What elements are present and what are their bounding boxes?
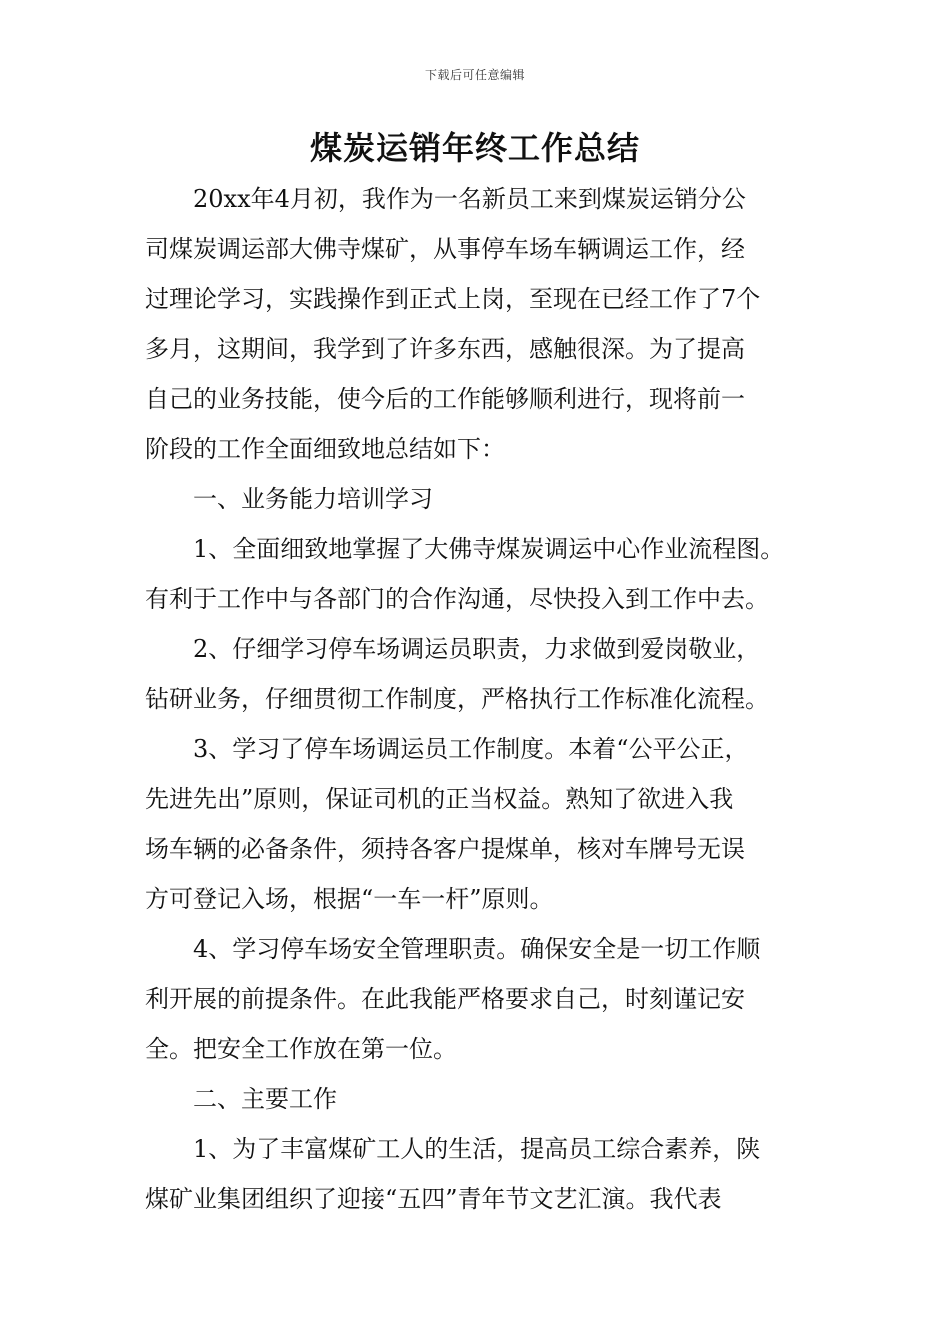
body-line: 先进先出”原则，保证司机的正当权益。熟知了欲进入我	[145, 785, 734, 813]
body-line: 司煤炭调运部大佛寺煤矿，从事停车场车辆调运工作，经	[145, 235, 745, 263]
body-line: 2、仔细学习停车场调运员职责，力求做到爱岗敬业，	[193, 635, 761, 663]
document-body	[145, 174, 813, 1224]
body-line: 4、学习停车场安全管理职责。确保安全是一切工作顺	[193, 935, 761, 963]
body-line: 阶段的工作全面细致地总结如下：	[145, 435, 505, 463]
body-line: 方可登记入场，根据“一车一杆”原则。	[145, 885, 554, 913]
body-line: 有利于工作中与各部门的合作沟通，尽快投入到工作中去。	[145, 585, 769, 613]
body-line: 1、全面细致地掌握了大佛寺煤炭调运中心作业流程图。	[193, 535, 785, 563]
body-line: 3、学习了停车场调运员工作制度。本着“公平公正，	[193, 735, 749, 763]
header-note: 下载后可任意编辑	[424, 68, 525, 82]
body-line: 自己的业务技能，使今后的工作能够顺利进行，现将前一	[145, 385, 745, 413]
body-line: 利开展的前提条件。在此我能严格要求自己，时刻谨记安	[145, 985, 745, 1013]
body-line: 1、为了丰富煤矿工人的生活，提高员工综合素养，陕	[193, 1135, 761, 1163]
body-line: 20xx年4月初，我作为一名新员工来到煤炭运销分公	[193, 185, 746, 213]
body-line: 全。把安全工作放在第一位。	[145, 1035, 457, 1063]
body-line: 钻研业务，仔细贯彻工作制度，严格执行工作标准化流程。	[145, 685, 769, 713]
document-title: 煤炭运销年终工作总结	[309, 129, 640, 167]
body-line: 煤矿业集团组织了迎接“五四”青年节文艺汇演。我代表	[145, 1185, 722, 1213]
body-line: 二、主要工作	[193, 1085, 337, 1113]
body-line: 多月，这期间，我学到了许多东西，感触很深。为了提高	[145, 335, 745, 363]
body-line: 过理论学习，实践操作到正式上岗，至现在已经工作了7个	[145, 285, 761, 313]
body-line: 场车辆的必备条件，须持各客户提煤单，核对车牌号无误	[145, 835, 745, 863]
body-line: 一、业务能力培训学习	[193, 485, 433, 513]
